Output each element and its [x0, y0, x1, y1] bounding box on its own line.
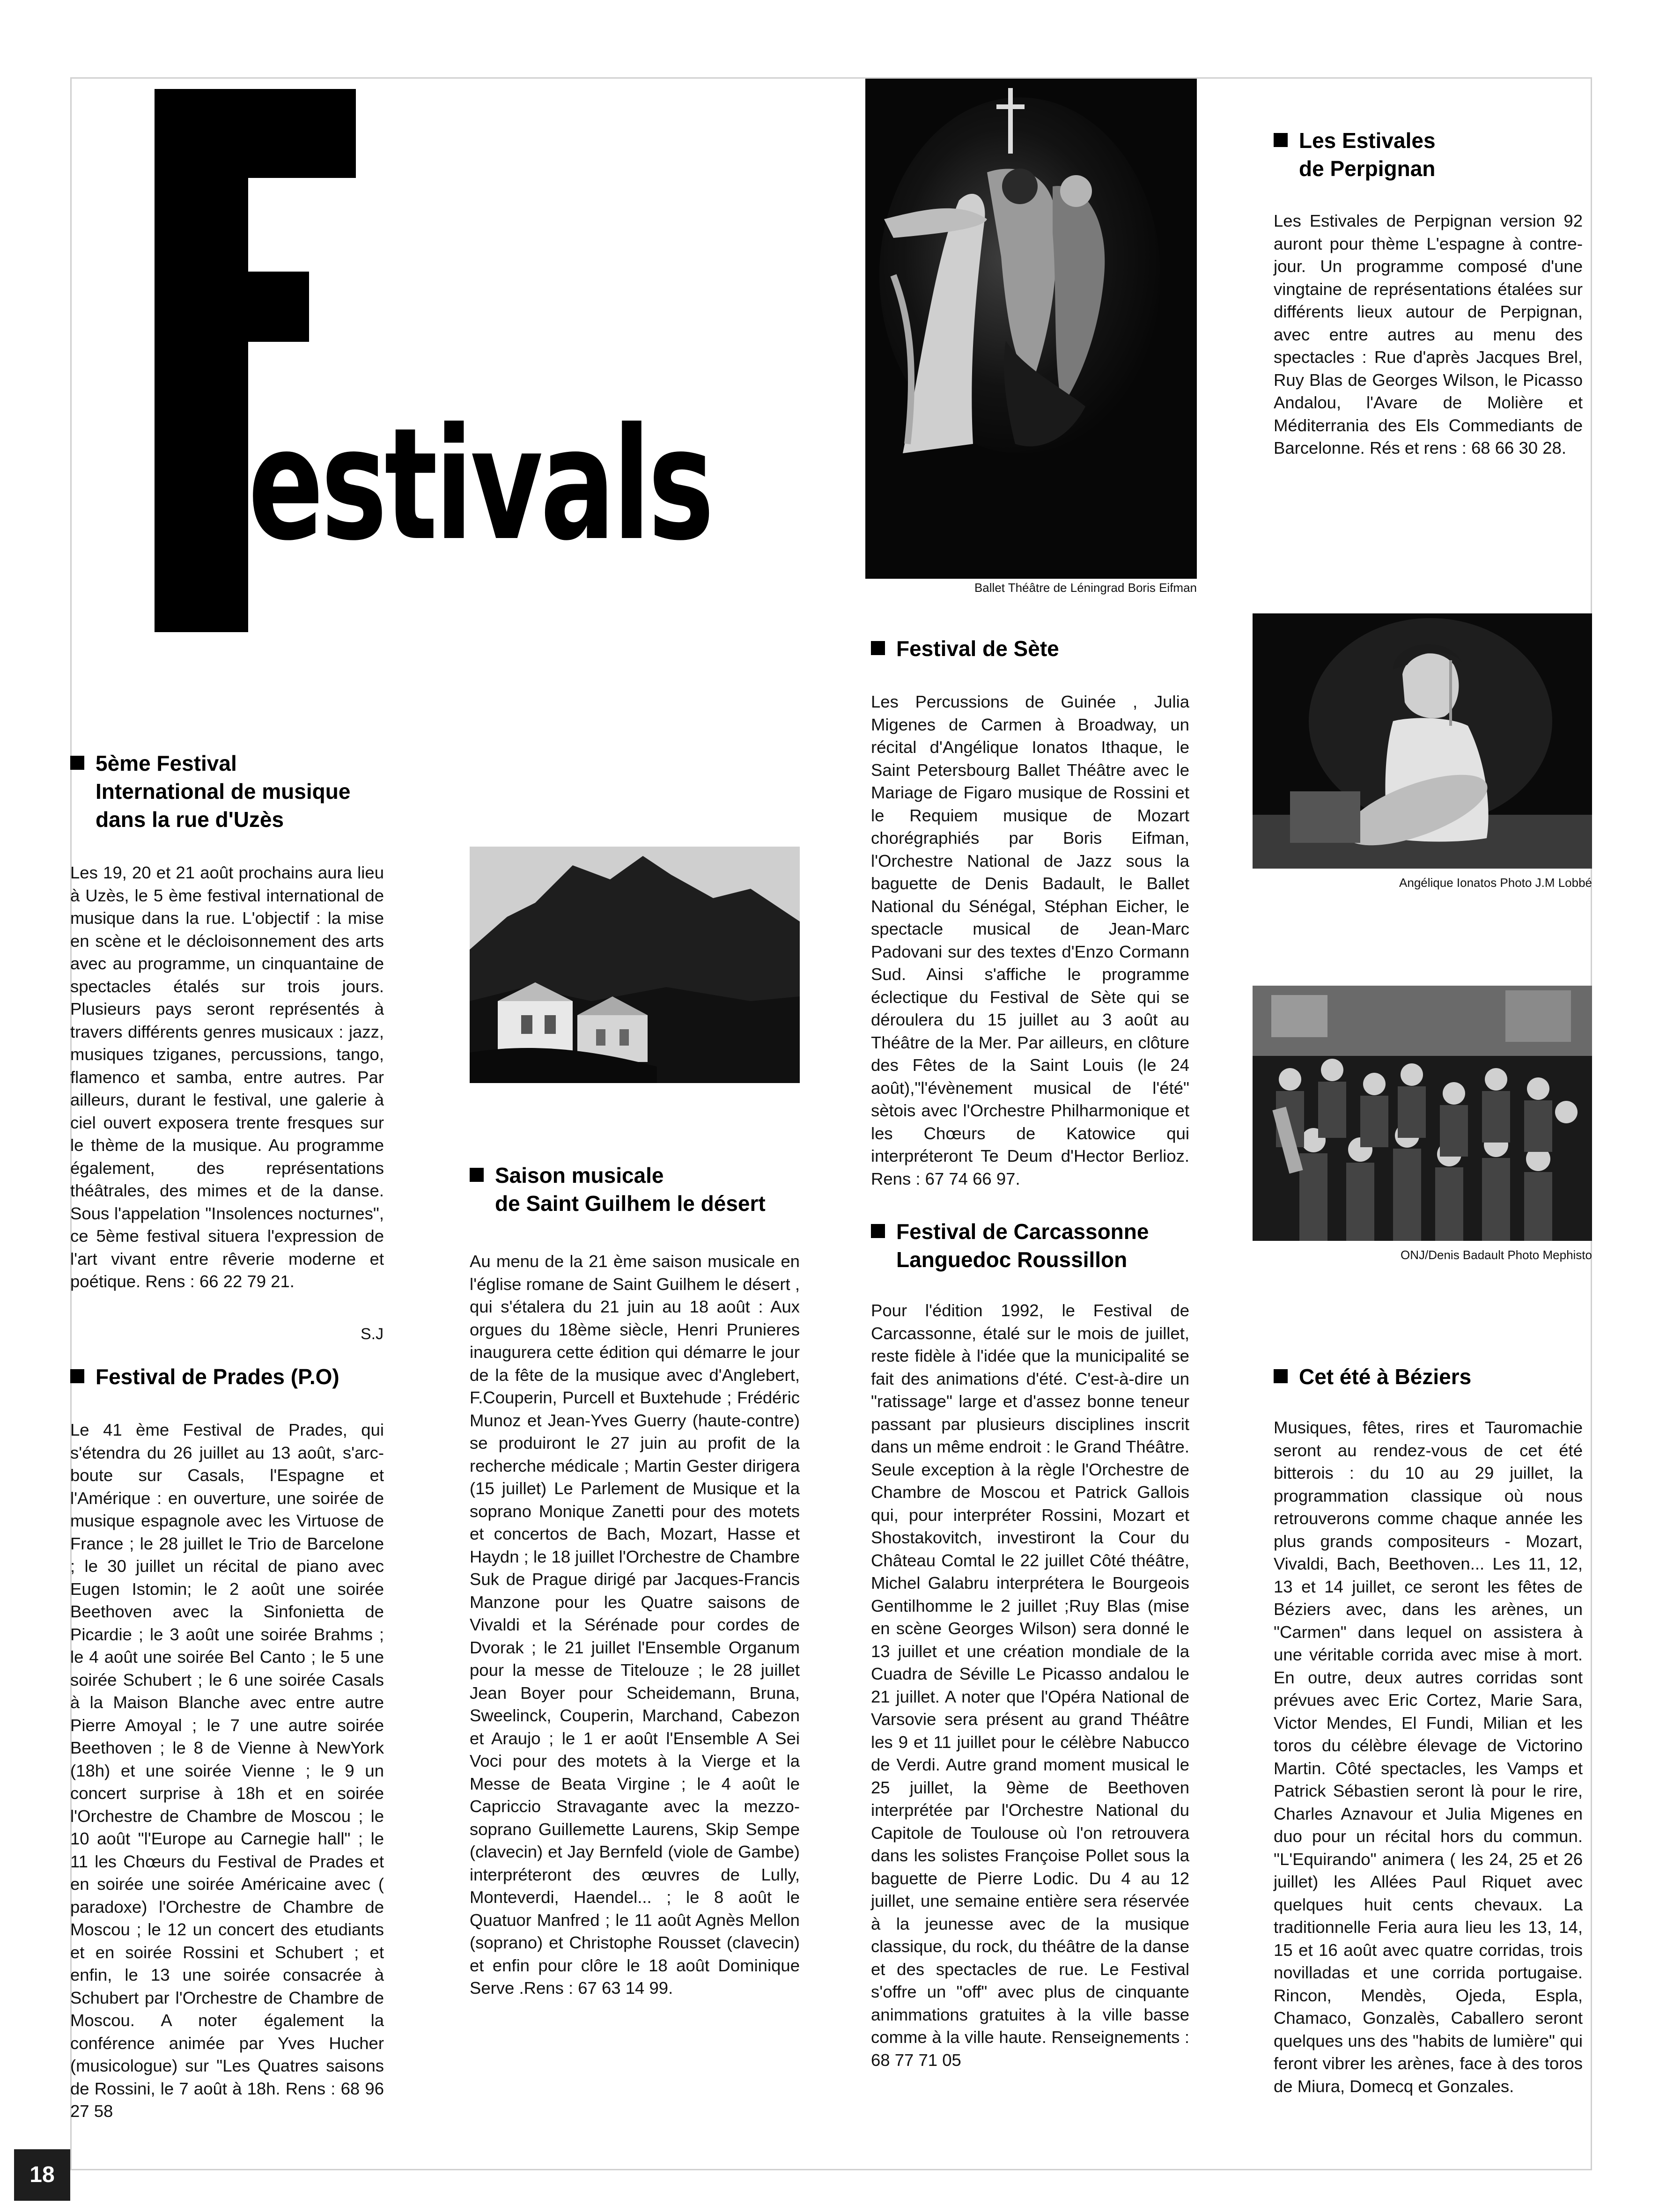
- article-beziers-body: Musiques, fêtes, rires et Tauromachie seront au rendez-vous de cet été bitterois : du 10 au 29 juillet, la programmation classique où nous retrouverons comme chaque année les plus grands compositeurs - Mozart, Vivaldi, Bach, Beethoven... Les 11, 12, 13 et 14 juillet, ce seront les fêtes de Béziers avec, dans les arènes, un "Carmen" dans lequel on assistera à une véritable corrida avec mise à mort. En outre, deux autres corridas sont prévues avec Eric Cortez, Marie Sara, Victor Mendes, El Fundi, Milian et les toros du célèbre élevage de Victorino Martin. Côté spectacles, les Vamps et Patrick Sébastien seront là pour le rire, Charles Aznavour et Julia Migenes en duo pour un récital hors du commun. "L'Equirando" animera ( les 24, 25 et 26 juillet) les Allées Paul Riquet avec quelques huit cents chevaux. La traditionnelle Feria aura lieu les 13, 14, 15 et 16 août avec quatre corridas, trois novilladas et une corrida portugaise. Rincon, Mendès, Ojeda, Espla, Chamaco, Gonzalès, Caballero seront quelques uns des "habits de lumière" qui feront vibrer les arènes, face à des toros de Miura, Domecq et Gonzales.: [1274, 1418, 1583, 2096]
- photo-onj: [1253, 986, 1592, 1241]
- heading-saint-guilhem: Saison musicale de Saint Guilhem le désert: [470, 1161, 826, 1217]
- photo-ionatos: [1253, 613, 1592, 869]
- caption-ionatos: Angélique Ionatos Photo J.M Lobbé: [1399, 876, 1592, 890]
- article-carcassonne-body: Pour l'édition 1992, le Festival de Carcassonne, étalé sur le mois de juillet, reste fidèle à l'idée que la municipalité se fait des animations d'été. C'est-à-dire un "ratissage" large et d'assez bonne teneur passant par plusieurs disciplines inscrit dans un même endroit : le Grand Théâtre. Seule exception à la règle l'Orchestre de Chambre de Moscou et Patrick Gallois qui, pour interpréter Rossini, Mozart et Shostakovitch, investiront la Cour du Château Comtal le 22 juillet Côté théâtre, Michel Galabru interprétera le Bourgeois Gentilhomme le 2 juillet ;Ruy Blas (mise en scène Georges Wilson) sera donné le 13 juillet et une création mondiale de la Cuadra de Séville Le Picasso andalou le 21 juillet. A noter que l'Opéra National de Varsovie sera présent au grand Théâtre les 9 et 11 juillet pour le célèbre Nabucco de Verdi. Autre grand moment musical le 25 juillet, la 9ème de Beethoven interprétée par l'Orchestre National du Capitole de Toulouse où l'on retrouvera dans les solistes Françoise Pollet sous la baguette de Pierre Lodic. Du 4 au 12 juillet, une semaine entière sera réservée à la jeunesse avec de la musique classique, du rock, du théâtre de la danse et des spectacles de rue. Le Festival s'offre un "off" avec plus de cinquante animmations gratuites à la ville basse comme à la ville haute. Renseignements : 68 77 71 05: [871, 1301, 1189, 2070]
- heading-perpignan: Les Estivales de Perpignan: [1274, 126, 1592, 183]
- signature: S.J: [361, 1325, 384, 1343]
- heading-beziers: Cet été à Béziers: [1274, 1363, 1592, 1391]
- caption-ballet: Ballet Théâtre de Léningrad Boris Eifman: [974, 581, 1197, 595]
- photo-ballet: [865, 79, 1197, 579]
- heading-sete: Festival de Sète: [871, 634, 1227, 663]
- article-saint-guilhem-body: Au menu de la 21 ème saison musicale en l'église romane de Saint Guilhem le désert , qui s'étalera du 21 juin au 18 août : Aux orgues du 18ème siècle, Henri Prunieres inaugurera cette édition qui démarre le jour de la fête de la musique avec d'Anglebert, F.Couperin, Purcell et Buxtehude ; Frédéric Munoz et Jean-Yves Guerry (haute-contre) se produiront le 27 juin au profit de la recherche médicale ; Martin Gester dirigera (15 juillet) Le Parlement de Musique et la soprano Monique Zanetti pour des motets et concertos de Bach, Mozart, Hasse et Haydn ; le 18 juillet l'Orchestre de Chambre Suk de Prague dirigé par Jacques-Francis Manzone pour les Quatre saisons de Vivaldi et la Sérénade pour cordes de Dvorak ; le 21 juillet l'Ensemble Organum pour la messe de Titelouze ; le 28 juillet Jean Boyer pour Scheidemann, Bruna, Sweelinck, Couperin, Marchand, Cabezon et Araujo ; le 1 er août l'Ensemble A Sei Voci pour des motets à la Vierge et la Messe de Beata Virgine ; le 4 août le Capriccio Stravagante avec la mezzo-soprano Guillemette Laurens, Skip Sempe (clavecin) et Jay Bernfeld (viole de Gambe) interpréteront des œuvres de Lully, Monteverdi, Haendel... ; le 8 août le Quatuor Manfred ; le 11 août Agnès Mellon (soprano) et Christophe Rousset (clavecin) et enfin pour clôre le 18 août Dominique Serve .Rens : 67 63 14 99.: [470, 1252, 800, 1998]
- heading-prades: Festival de Prades (P.O): [70, 1363, 426, 1391]
- page-number: 18: [14, 2149, 70, 2201]
- heading-carcassonne: Festival de Carcassonne Languedoc Roussillon: [871, 1217, 1227, 1274]
- article-prades-body: Le 41 ème Festival de Prades, qui s'étendra du 26 juillet au 13 août, s'arc-boute sur Casals, l'Espagne et l'Amérique : en ouverture, une soirée de musique espagnole avec les Virtuose de France ; le 28 juillet le Trio de Barcelone ; le 30 juillet un récital de piano avec Eugen Istomin; le 2 août une soirée Beethoven avec la Sinfonietta de Picardie ; le 3 août une soirée Brahms ; le 4 août une soirée Bel Canto ; le 5 une soirée Schubert ; le 6 une soirée Casals à la Maison Blanche avec entre autre Pierre Amoyal ; le 7 une autre soirée Beethoven ; le 8 de Vienne à NewYork (18h) et une soirée Vienne ; le 9 un concert surprise à 18h et en soirée l'Orchestre de Chambre de Moscou ; le 10 août "l'Europe au Carnegie hall" ; le 11 les Chœurs du Festival de Prades et en soirée une soirée Américaine avec ( paradoxe) l'Orchestre de Chambre de Moscou ; le 12 un concert des etudiants et en soirée Rossini et Schubert ; et enfin, le 13 une soirée consacrée à Schubert par l'Orchestre de Chambre de Moscou. A noter également la conférence animée par Yves Hucher (musicologue) sur "Les Quatres saisons de Rossini, le 7 août à 18h. Rens : 68 96 27 58: [70, 1420, 384, 2121]
- title-word: estivals: [248, 395, 712, 575]
- heading-uzes: 5ème Festival International de musique dans la rue d'Uzès: [70, 749, 426, 833]
- article-sete-body: Les Percussions de Guinée , Julia Migenes de Carmen à Broadway, un récital d'Angélique Ionatos Ithaque, le Saint Petersbourg Ballet Théâtre avec le Mariage de Figaro musique de Rossini et le Requiem musique de Mozart chorégraphiés par Boris Eifman, l'Orchestre National de Jazz sous la baguette de Denis Badault, le Ballet National du Sénégal, Stéphan Eicher, le spectacle musical de Jean-Marc Padovani sur des textes d'Enzo Cormann Sud. Ainsi s'affiche le programme éclectique du Festival de Sète qui se déroulera du 15 juillet au 3 août au Théâtre de la Mer. Par ailleurs, en clôture des Fêtes de la Saint Louis (le 24 août),"l'évènement musical de l'été" sètois avec l'Orchestre Philharmonique et les Chœurs de Katowice qui interpréteront Te Deum d'Hector Berlioz. Rens : 67 74 66 97.: [871, 692, 1189, 1188]
- article-uzes-body: Les 19, 20 et 21 août prochains aura lieu à Uzès, le 5 ème festival international de musique dans la rue. L'objectif : la mise en scène et le décloisonnement des arts avec au programme, un cinquantaine de spectacles étalés sur trois jours. Plusieurs pays seront représentés à travers différents genres musicaux : jazz, musiques tziganes, percussions, tango, flamenco et samba, entre autres. Par ailleurs, durant le festival, une galerie à ciel ouvert exposera trente fresques sur le thème de la musique. Au programme également, des représentations théâtrales, des mimes et de la danse. Sous l'appelation "Insolences nocturnes", ce 5ème festival situera l'expression de l'art vivant entre rêverie moderne et poétique. Rens : 66 22 79 21.: [70, 863, 384, 1291]
- caption-onj: ONJ/Denis Badault Photo Mephisto: [1401, 1248, 1592, 1262]
- article-perpignan-body: Les Estivales de Perpignan version 92 auront pour thème L'espagne à contre-jour. Un programme composé d'une vingtaine de représentations étalées sur différents lieux autour de Perpignan, avec entre autres au menu des spectacles : Rue d'après Jacques Brel, Ruy Blas de Georges Wilson, le Picasso Andalou, l'Avare de Molière et Méditerrania des Els Commediants de Barcelonne. Rés et rens : 68 66 30 28.: [1274, 211, 1583, 457]
- photo-saint-guilhem: [470, 847, 800, 1083]
